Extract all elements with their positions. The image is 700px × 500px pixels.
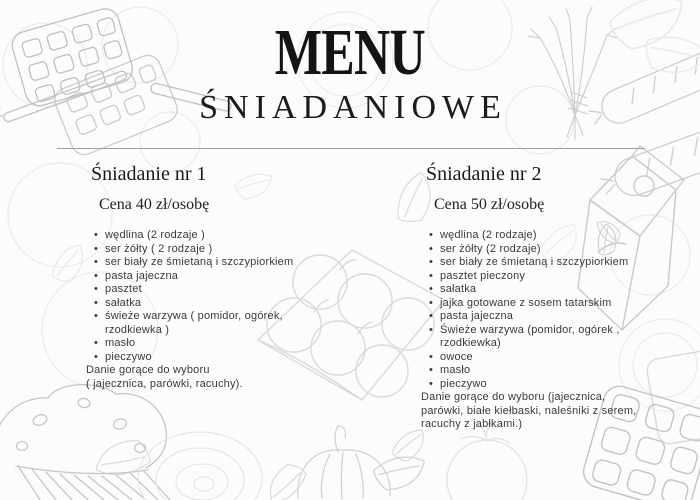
menu-header (0, 18, 700, 127)
menu-item: • wędlina (2 rodzaje ) (93, 229, 335, 243)
roll-illustration (138, 432, 262, 500)
menu-item: • ser żółty (2 rodzaje) (428, 243, 670, 257)
menu-item: • pasta jajeczna (428, 310, 670, 324)
menu-item: • pieczywo (93, 351, 335, 365)
menu-item: • jajka gotowane z sosem tatarskim (428, 297, 670, 311)
header-divider (57, 148, 645, 149)
hot-dish-note-line: racuchy z jabłkami.) (421, 418, 523, 431)
section-heading: Śniadanie nr 1 (91, 163, 207, 185)
menu-item: • masło (428, 364, 670, 378)
menu-item: • sałatka (93, 297, 335, 311)
garlic-illustration (265, 426, 426, 500)
menu-item-list (85, 229, 335, 364)
section-price: Cena 40 zł/osobę (99, 196, 210, 213)
menu-item: • wędlina (2 rodzaje) (428, 229, 670, 243)
menu-item: • świeże warzywa ( pomidor, ogórek, rzodkiewka ) (93, 310, 335, 337)
menu-item: • pieczywo (428, 378, 670, 392)
menu-item: • sałatka (428, 283, 670, 297)
muffin-illustration (0, 385, 170, 500)
menu-item: • ser biały ze śmietaną i szczypiorkiem (93, 256, 335, 270)
section-price: Cena 50 zł/osobę (434, 196, 545, 213)
hot-dish-note-line: parówki, białe kiełbaski, naleśniki z serem, (421, 404, 637, 417)
section-breakfast-2 (420, 162, 670, 432)
menu-item-list (420, 229, 670, 391)
menu-item: • pasta jajeczna (93, 270, 335, 284)
menu-item: • ser żółty ( 2 rodzaje ) (93, 243, 335, 257)
tomato-illustration (447, 423, 527, 500)
menu-item: • masło (93, 337, 335, 351)
menu-item: • ser biały ze śmietaną i szczypiorkiem (428, 256, 670, 270)
hot-dish-note-line: Danie gorące do wyboru (86, 364, 210, 377)
section-heading: Śniadanie nr 2 (426, 163, 542, 185)
page-subtitle: ŚNIADANIOWE (199, 89, 507, 127)
hot-dish-note-line: ( jajecznica, parówki, racuchy). (86, 377, 243, 390)
page-title: MENU (274, 16, 426, 89)
menu-item: • pasztet (93, 283, 335, 297)
hot-dish-note-line: Danie gorące do wyboru (jajecznica, (421, 391, 606, 404)
section-breakfast-1 (85, 162, 335, 391)
menu-item: • Świeże warzywa (pomidor, ogórek , rzodkiewka) (428, 324, 670, 351)
menu-item: • pasztet pieczony (428, 270, 670, 284)
menu-item: • owoce (428, 351, 670, 365)
